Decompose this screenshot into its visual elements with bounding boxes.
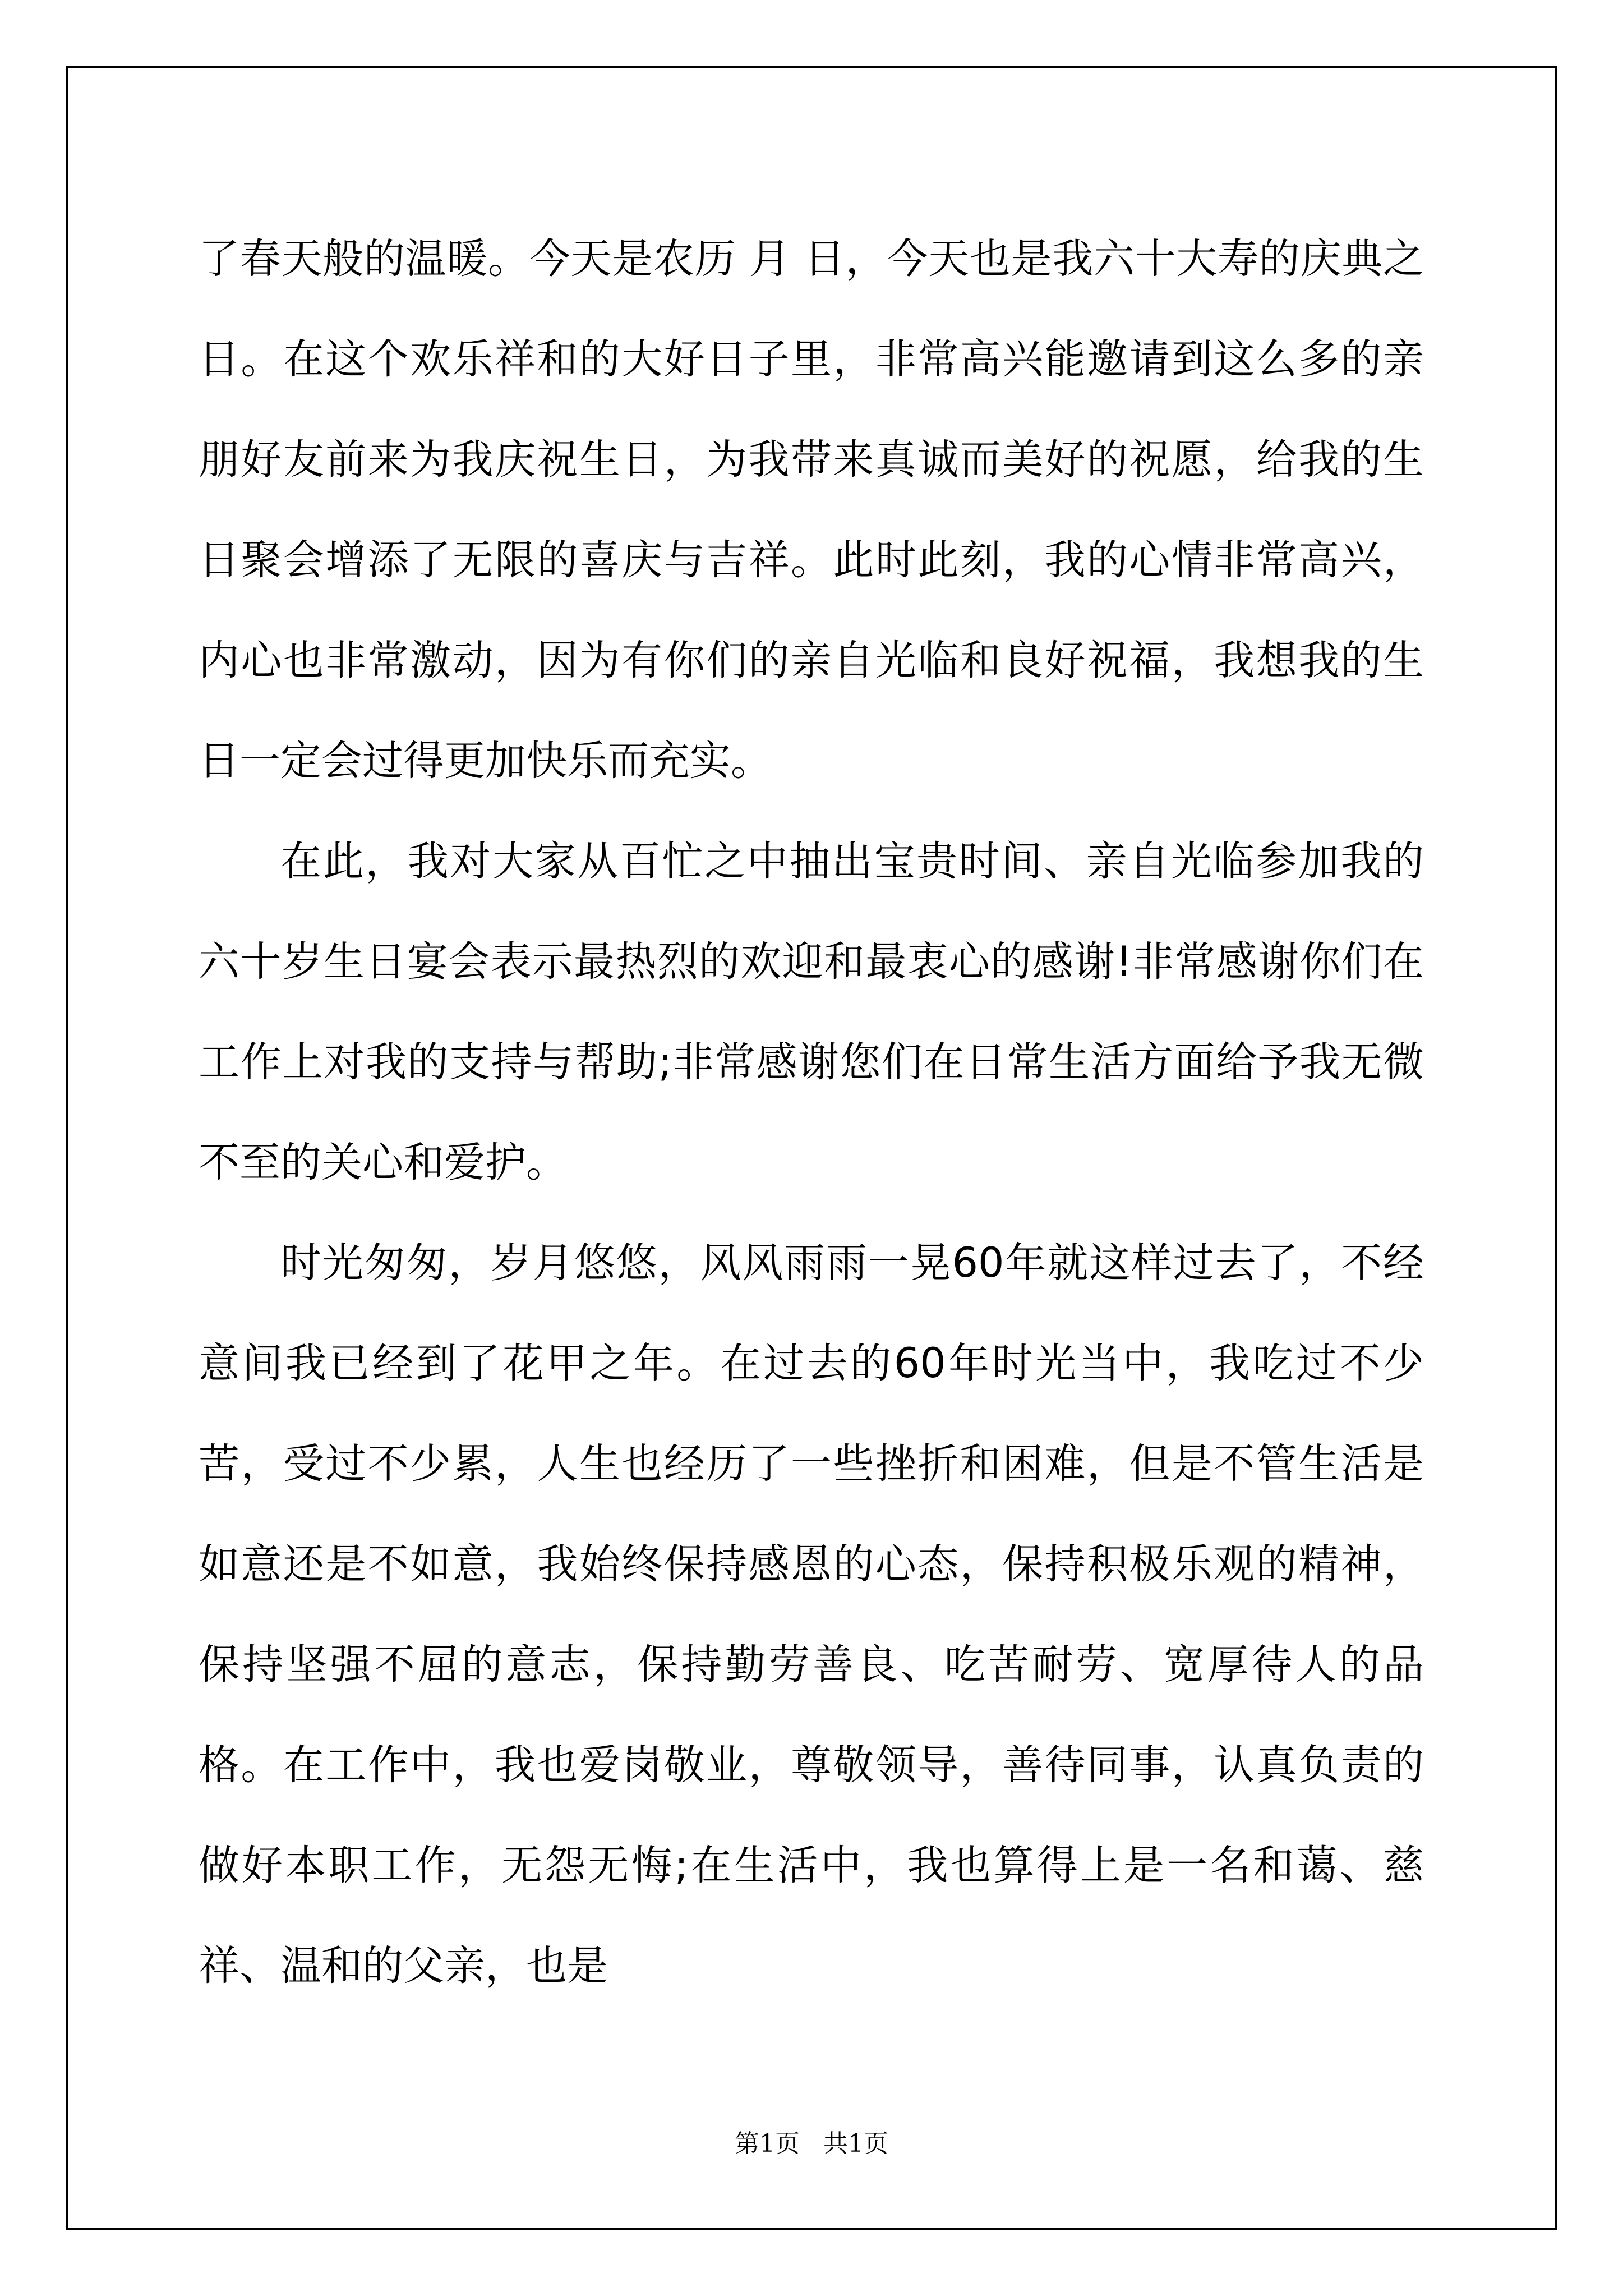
paragraph-3: 时光匆匆，岁月悠悠，风风雨雨一晃60年就这样过去了，不经意间我已经到了花甲之年。在过去的60年时光当中，我吃过不少苦，受过不少累，人生也经历了一些挫折和困难，但是不管生活是如意还是不如意，我始终保持感恩的心态，保持积极乐观的精神，保持坚强不屈的意志，保持勤劳善良、吃苦耐劳、宽厚待人的品格。在工作中，我也爱岗敬业，尊敬领导，善待同事，认真负责的做好本职工作，无怨无悔;在生活中，我也算得上是一名和蔼、慈祥、温和的父亲，也是 bbox=[199, 1239, 1424, 1990]
paragraph-2: 在此，我对大家从百忙之中抽出宝贵时间、亲自光临参加我的六十岁生日宴会表示最热烈的欢迎和最衷心的感谢!非常感谢你们在工作上对我的支持与帮助;非常感谢您们在日常生活方面给予我无微不至的关心和爱护。 bbox=[199, 838, 1424, 1186]
page-footer: 第1页 共1页 bbox=[735, 2129, 888, 2158]
document-body bbox=[199, 209, 1424, 2016]
paragraph-1: 了春天般的温暖。今天是农历 月 日，今天也是我六十大寿的庆典之日。在这个欢乐祥和的大好日子里，非常高兴能邀请到这么多的亲朋好友前来为我庆祝生日，为我带来真诚而美好的祝愿，给我的生日聚会增添了无限的喜庆与吉祥。此时此刻，我的心情非常高兴，内心也非常激动，因为有你们的亲自光临和良好祝福，我想我的生日一定会过得更加快乐而充实。 bbox=[199, 235, 1424, 785]
